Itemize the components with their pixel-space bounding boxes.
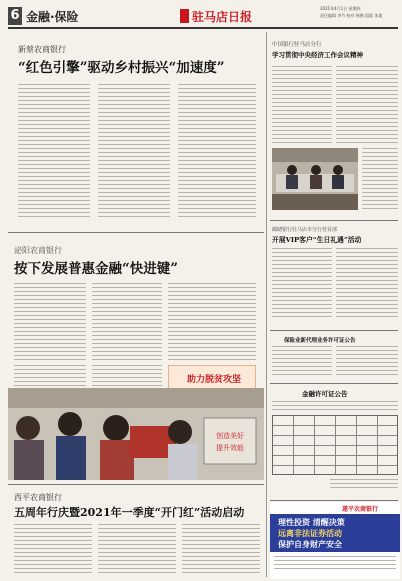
svg-text:创造美好: 创造美好 xyxy=(216,432,244,440)
article-1-body-col3 xyxy=(178,84,256,218)
divider-6 xyxy=(270,500,398,501)
column-divider xyxy=(266,32,267,577)
article-1-body-col2 xyxy=(98,84,170,218)
article-4-kicker: 邮储银行驻马店市分行营业部 xyxy=(272,227,338,233)
article-4-title: 开展VIP客户“生日礼遇”活动 xyxy=(272,236,362,244)
article-6-title: 金融许可证公告 xyxy=(302,390,348,398)
divider-4 xyxy=(270,330,398,331)
ad-line-3: 保护自身财产安全 xyxy=(278,540,342,549)
article-5-body-col1 xyxy=(272,346,332,378)
article-5-body-col2 xyxy=(336,346,398,378)
article-2-body-col2 xyxy=(92,283,162,361)
article-5 xyxy=(270,332,400,382)
page-header xyxy=(8,6,398,28)
article-1-kicker: 新蔡农商银行 xyxy=(18,45,66,54)
article-7 xyxy=(8,486,264,578)
poverty-banner-text: 助力脱贫攻坚 xyxy=(187,375,242,385)
article-1 xyxy=(8,32,264,232)
article-7-title: 五周年行庆暨2021年一季度“开门红”活动启动 xyxy=(14,506,245,519)
article-1-body-col1 xyxy=(18,84,90,218)
article-3-body-col1 xyxy=(272,66,332,146)
page-number: 6 xyxy=(8,7,22,25)
article-4 xyxy=(270,222,400,332)
article-5-title: 保险业新代理业务许可证公告 xyxy=(284,338,356,344)
ad-line-1: 理性投资 清醒决策 xyxy=(278,518,345,527)
meeting-photo-image xyxy=(272,148,358,210)
article-3 xyxy=(270,32,400,217)
header-rule xyxy=(8,27,398,29)
ad-brand: 遂平农商银行 xyxy=(342,506,379,513)
svg-text:提升效能: 提升效能 xyxy=(216,444,244,452)
license-table xyxy=(272,415,398,475)
date-info: 2021年4月1日 星期四 xyxy=(320,6,361,11)
article-3-body-col2 xyxy=(336,66,398,146)
article-4-body-col2 xyxy=(336,248,398,320)
investor-ad xyxy=(270,502,400,579)
article-3-body-col3 xyxy=(362,148,398,210)
ad-banner xyxy=(270,514,400,552)
divider-1 xyxy=(8,232,264,233)
divider-3 xyxy=(270,220,398,221)
article-3-kicker: 中国银行驻马店分行 xyxy=(272,42,322,48)
paper-logo-mark xyxy=(180,9,189,23)
article-3-title: 学习贯彻中央经济工作会议精神 xyxy=(272,51,363,59)
article-7-body-col1 xyxy=(14,524,92,574)
article-2-kicker: 泌阳农商银行 xyxy=(14,246,62,255)
divider-2 xyxy=(8,484,264,485)
bank-staff-photo xyxy=(8,388,264,480)
article-6-intro xyxy=(272,401,398,413)
divider-5 xyxy=(270,383,398,384)
article-6 xyxy=(270,385,400,500)
article-7-kicker: 西平农商银行 xyxy=(14,493,62,502)
article-2-body-col1 xyxy=(14,283,86,361)
article-1-title: “红色引擎”驱动乡村振兴“加速度” xyxy=(18,60,225,76)
ad-line-2: 远离非法证券活动 xyxy=(278,529,342,538)
article-7-body-col2 xyxy=(98,524,176,574)
bank-staff-photo-image xyxy=(8,388,264,480)
meeting-photo xyxy=(272,148,358,210)
editor-info: 责任编辑 李竹 校对 杨鹤 组版 朱俊 xyxy=(320,13,383,18)
paper-name: 驻马店日报 xyxy=(192,10,253,24)
ad-fineprint xyxy=(274,556,396,572)
article-6-footer xyxy=(330,479,398,491)
article-2-title: 按下发展普惠金融“快进键” xyxy=(14,261,179,277)
article-7-body-col3 xyxy=(182,524,260,574)
section-name: 金融·保险 xyxy=(26,10,79,24)
article-2-body-col3 xyxy=(168,283,256,361)
article-4-body-col1 xyxy=(272,248,332,320)
